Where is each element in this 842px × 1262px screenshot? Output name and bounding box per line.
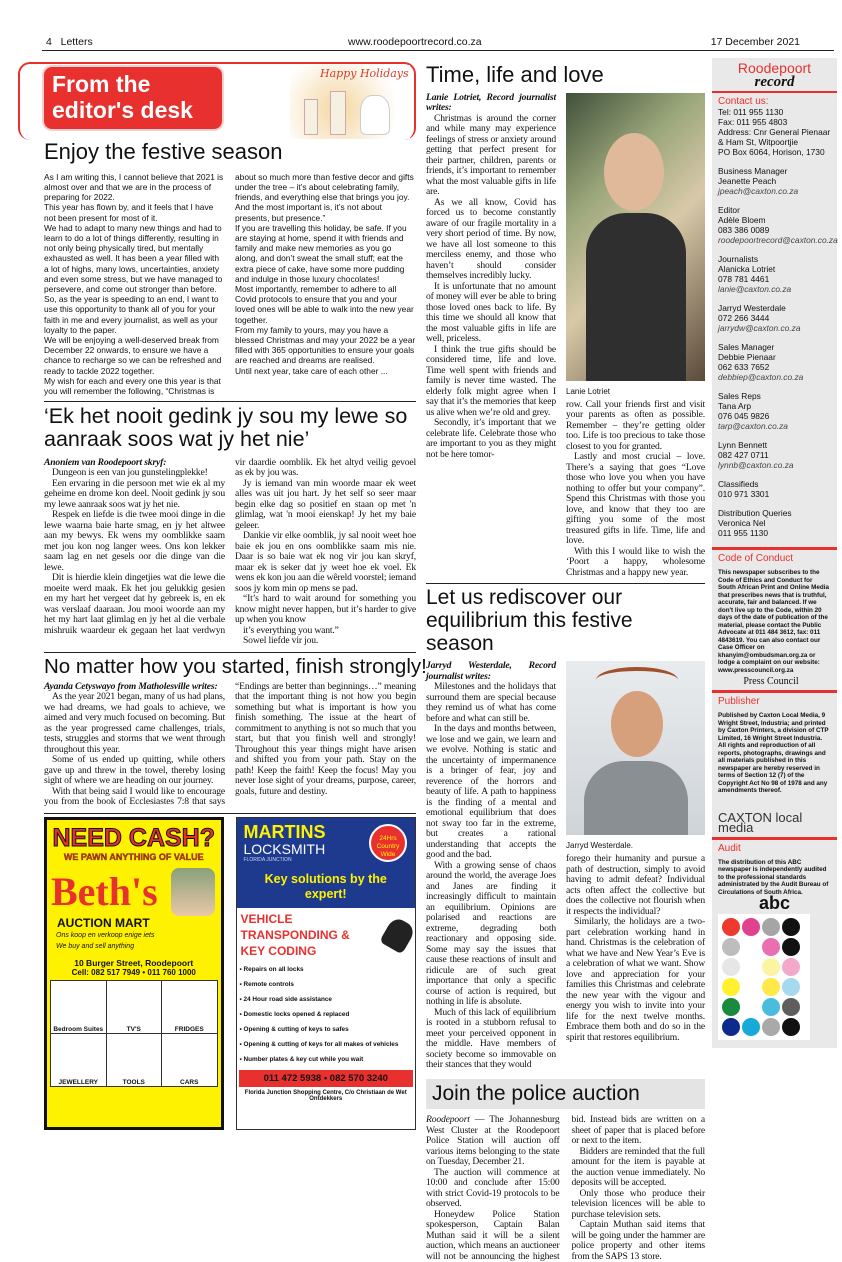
staff-name: Debbie Pienaar	[718, 352, 776, 362]
list-item: ▪ Domestic locks opened & replaced	[239, 1010, 350, 1018]
color-swatch	[762, 918, 780, 936]
caxton-logo: CAXTON local media	[718, 809, 803, 835]
car-key-icon	[379, 915, 417, 954]
ad-service: VEHICLE TRANSPONDING & KEY CODING	[240, 911, 350, 958]
paragraph: forego their humanity and pursue a path of destruction, simply to avoid having to admit defeat? Individual acts often affect the collective but does the collective not flourish when it respects the individual?	[566, 853, 705, 917]
paragraph: The auction will commence at 10:00 and conclude after 15:00 with strict Covid-19 protocols to be observed.	[426, 1166, 560, 1210]
auction-lead: — The Johannesburg West Cluster at the Roodepoort Police Station will auction off various items belonging to the state on Tuesday, December 21.	[426, 1114, 560, 1168]
martins-locksmith-ad[interactable]	[236, 817, 417, 1130]
paper-logo-sub: record	[754, 74, 795, 90]
staff-email[interactable]: lynnb@caxton.co.za	[718, 460, 794, 470]
ad-phones: 011 472 5938 • 082 570 3240	[239, 1070, 414, 1087]
staff-name: Alanicka Lotriet	[718, 264, 776, 274]
photo-caption: Jarryd Westerdale.	[566, 841, 633, 851]
byline: Anoniem van Roodepoort skryf:	[44, 456, 167, 468]
finish-paragraphs	[44, 682, 416, 808]
color-swatch	[782, 998, 800, 1016]
ad-category: CARS	[162, 1034, 217, 1086]
ad-name: LOCKSMITH	[243, 840, 326, 857]
staff-role: Classifieds	[718, 479, 759, 489]
color-swatch	[782, 938, 800, 956]
paragraph: Only those who produce their television licences will be able to purchase television sets.	[571, 1187, 705, 1220]
list-item: PO Box 6064, Horison, 1730	[718, 147, 825, 157]
ad-name: MARTINS	[243, 821, 326, 842]
paragraph: Bidders are reminded that the full amount for the item is payable at the auction venue immediately. No deposits will be accepted.	[571, 1145, 705, 1189]
ad-headline: NEED CASH?	[52, 823, 215, 852]
color-swatch	[722, 978, 740, 996]
snowman-icon	[360, 95, 390, 135]
list-item: ▪ Repairs on all locks	[239, 965, 304, 973]
staff-role: Sales Manager	[718, 342, 775, 352]
time-article-left	[426, 93, 556, 461]
publisher-title: Publisher	[718, 696, 760, 707]
color-swatch	[762, 958, 780, 976]
swatch-gap	[742, 958, 760, 976]
staff-email[interactable]: lanie@caxton.co.za	[718, 284, 792, 294]
color-swatch	[762, 978, 780, 996]
paragraph: row. Call your friends first and visit your parents as often as possible. Remember – they’re getting older too. Life is too precious to take those closest to you for granted.	[566, 398, 705, 452]
ad-top-panel	[237, 818, 416, 908]
section-name: Letters	[60, 36, 93, 48]
paragraph: My wish for each and every one this year is that you will remember the following, “Christmas is about so much more than festive decor and gifts under the tree – it’s about celebrating family, friends, and everything else that brings you joy. And the most important is, it’s not about presents, but presence.”	[44, 171, 414, 397]
staff-email[interactable]: tarp@caxton.co.za	[718, 421, 788, 431]
staff-email[interactable]: roodepoortrecord@caxton.co.za	[718, 235, 838, 245]
staff-phone: 078 781 4461	[718, 274, 770, 284]
staff-name: Tana Arp	[718, 401, 752, 411]
paragraph: With that being said I would like to encourage you from the book of Ecclesiastes 7:8 that says “Endings are better than beginnings…” meaning that the important thing is not how you begin something but what is important is how you finish something. The issue at the heart of commitment to anything is not so much that you start, but that you finish well and strongly! Throughout this year things might have arisen and shifted you from your path. Stay on the path! Keep the faith! Keep the focus! May you never lose sight of your dreams, purpose, career, goals, future and destiny.	[44, 680, 416, 808]
paper-logo: Roodepoort	[737, 60, 812, 76]
color-swatch	[722, 938, 740, 956]
paragraph: it’s everything you want.”	[243, 624, 339, 636]
equilibrium-headline: Let us rediscover our equilibrium this festive season	[426, 586, 633, 655]
reindeer-antlers-icon	[596, 667, 678, 693]
paragraph: I think the true gifts should be considered time, life and love. Time well spent with friends and family is never time wasted. The elderly folk might agree when I say that it’s the memories that keep us alive when we’re old and grey.	[426, 343, 556, 418]
staff-phone: 082 427 0711	[718, 450, 769, 460]
press-council-logo: Press Council	[743, 676, 799, 687]
time-paragraphs	[426, 114, 556, 461]
paragraph: “It’s hard to wait around for something you know might never happen, but it’s harder to give up when you know	[235, 593, 416, 626]
staff-name: Jarryd Westerdale	[718, 303, 786, 313]
divider	[44, 813, 416, 814]
staff-role: Distribution Queries	[718, 508, 792, 518]
ad-tagline: Ons koop en verkoop enige iets	[56, 931, 155, 939]
staff-email[interactable]: jpeach@caxton.co.za	[718, 186, 799, 196]
staff-email[interactable]: debbiep@caxton.co.za	[718, 372, 804, 382]
color-swatch	[722, 1018, 740, 1036]
audit-text: The distribution of this ABC newspaper is independently audited to the professional standards administrated by the Audit Bureau of Circulations of South Africa.	[718, 858, 829, 896]
paragraph: We had to adapt to many new things and had to learn to do a lot of things differently, resulting in not only being physically tired, but mentally exhausted as well. It has been a year filled with a lot of highs, many lows, uncertainties, anxiety and even some stress, but we have managed to persevere, and come out stronger than before.	[44, 222, 223, 294]
color-swatch	[742, 1018, 760, 1036]
ad-slogan: Key solutions by the expert!	[264, 871, 387, 901]
list-item: Tel: 011 955 1130	[718, 107, 784, 117]
ad-tagline: We buy and sell anything	[56, 942, 135, 950]
paragraph: Een ervaring in die persoon met wie ek al my geheime en drome kon deel. Nooit gedink jy sou my lewe aanraak soos wat jy het nie.	[44, 477, 225, 510]
paragraph: In the days and months between, we lose and we gain, we learn and we evolve. Nothing is static and the uncertainty of impermanence is a bringer of fear, joy and reverence of the horrors and beauty of life. A path to happiness is the finding of a mental and emotional equilibrium that does not sway too far in the extreme, but creates a rational understanding that accepts the good and the bad.	[426, 723, 556, 861]
editor-headline: Enjoy the festive season	[44, 139, 283, 164]
portrait-body	[584, 761, 688, 835]
ad-category: JEWELLERY	[51, 1034, 106, 1086]
staff-phone: 010 971 3301	[718, 489, 770, 499]
dateline: Roodepoort	[426, 1114, 470, 1126]
time-headline: Time, life and love	[426, 62, 604, 87]
paragraph: Secondly, it’s important that we celebrate life. Celebrate those who are important to you as they might not be here tomor-	[426, 417, 556, 460]
auction-headline: Join the police auction	[432, 1081, 640, 1105]
staff-phone: 011 955 1130	[718, 528, 768, 538]
byline: Lanie Lotriet, Record journalist writes:	[426, 91, 556, 114]
paragraph: Much of this lack of equilibrium is rooted in a stubborn refusal to meet your perceived opponent in the middle. Have members of society become so immovable on their stances that they would	[426, 1006, 556, 1071]
paragraph: We will be enjoying a well-deserved break from December 22 onwards, to ensure we have a chance to recharge so we can be refreshed and ready to tackle 2022 together.	[44, 335, 222, 376]
staff-list	[718, 166, 838, 538]
publisher-text: Published by Caxton Local Media, 9 Wright Street, Industria; and printed by Caxton Printers, a division of CTP Limited, 16 Wright Street Industria. All rights and reproduction of all reports, photographs, drawings and all materials published in this newspaper are hereby reserved in terms of Section 12 (7) of the Copyright Act No 98 of 1978 and any amendments thereof.	[718, 712, 829, 794]
photo-caption: Lanie Lotriet	[566, 386, 611, 396]
holiday-illustration	[290, 65, 410, 139]
paragraph: Respek en liefde is die twee mooi dinge in die lewe waarna baie harte smag, en jy het altwee aan my bewys. Ek wens my oomblikke saam met jou kon nog langer wees. Ons kon lekker saam lag en net gesels oor die dinge van die lewe.	[44, 509, 225, 573]
color-swatch	[782, 1018, 800, 1036]
editor-article-body	[44, 172, 416, 396]
ad-address: Florida Junction Shopping Centre, C/o Christiaan de Wet Ontdekkers	[244, 1089, 407, 1102]
conduct-text: This newspaper subscribes to the Code of Ethics and Conduct for South African Print and Online Media that prescribes news that is truthful, accurate, fair and balanced. If we don't live up to the Code, within 20 days of the date of publication of the material, please contact the Public Advocate at 011 484 3612, fax: 011 4843619. You can also contact our Case Officer on khanyim@ombudsman.org.za or lodge a complaint on our website: www.presscouncil.org.za	[718, 569, 830, 674]
afrikaans-paragraphs	[44, 458, 416, 647]
paragraph: If you are travelling this holiday, be safe. If you are staying at home, spend it with friends and family and make new memories as you go along, and don’t sweat the small stuff; eat the extra piece of cake, have some more pudding and indulge in those luxury chocolates!	[235, 222, 407, 284]
staff-role: Editor	[718, 205, 740, 215]
paragraph: From my family to yours, may you have a blessed Christmas and may your 2022 be a year filled with 365 opportunities to ensure your goals are reached and dreams are realised.	[235, 324, 416, 366]
paragraph: As I am writing this, I cannot believe that 2021 is almost over and that we are in the process of preparing for 2022.	[44, 171, 224, 203]
beths-auction-mart-ad[interactable]	[44, 817, 224, 1130]
holiday-art-text: Happy Holidays	[320, 67, 409, 80]
paragraph: Christmas is around the corner and while many may experience feelings of stress or anxiety around getting that perfect present for their partner, children, parents or friends, it’s important to remember what the most valuable gifts in life are.	[426, 112, 556, 198]
staff-contact	[718, 342, 831, 382]
candle-icon	[304, 99, 318, 135]
color-swatch	[782, 918, 800, 936]
staff-phone: 083 386 0089	[718, 225, 770, 235]
portrait-face	[604, 133, 664, 211]
paragraph: Jy is iemand van min woorde maar ek weet alles was uit jou hart. Jy het self so seer maar begin elke dag so positief en staan op met 'n glimlag, wat 'n mooi eienskap! Jy het my baie geleer.	[235, 477, 416, 531]
staff-name: Veronica Nel	[718, 518, 766, 528]
paragraph: Most importantly, remember to adhere to all Covid protocols to ensure that you and your loved ones will be able to walk into the new year together.	[235, 283, 414, 325]
ad-category-grid	[50, 980, 218, 1087]
equilibrium-article-right	[566, 854, 705, 1043]
list-item: ▪ Opening & cutting of keys to safes	[239, 1025, 349, 1033]
paragraph: Captain Muthan said items that will be going under the hammer are police property and other items from the SAPS 13 store.	[571, 1219, 705, 1262]
page-number: 4 Letters	[46, 36, 93, 48]
audit-title: Audit	[718, 842, 741, 854]
staff-contact	[718, 440, 831, 470]
time-article-right	[566, 400, 705, 579]
site-url[interactable]: www.roodepoortrecord.co.za	[348, 36, 482, 48]
list-item: ▪ Remote controls	[239, 980, 294, 988]
paragraph: Honeydew Police Station spokesperson, Captain Balan Muthan said it will be a silent auction, which means an auctioneer will not be announcing the highest bid. Instead bids are written on a sheet of paper that is placed before or next to the item.	[426, 1114, 705, 1262]
left-column	[18, 62, 427, 1130]
abc-logo: abc	[758, 893, 791, 913]
candle-icon	[330, 91, 346, 135]
ad-brand-sub: AUCTION MART	[57, 915, 150, 930]
ad-address: 10 Burger Street, Roodepoort	[74, 957, 194, 968]
paragraph: Dungeon is een van jou gunstelingplekke!	[52, 467, 208, 479]
ad-badge: 24Hrs Country Wide	[369, 824, 407, 862]
middle-column	[426, 63, 705, 1262]
color-swatch	[762, 938, 780, 956]
ad-subheadline: WE PAWN ANYTHING OF VALUE	[63, 851, 204, 862]
color-swatch	[722, 958, 740, 976]
masthead-sidebar	[712, 58, 837, 1048]
swatch-gap	[742, 978, 760, 996]
list-item: ▪ Opening & cutting of keys for all makes of vehicles	[239, 1040, 399, 1048]
list-item: Address: Cnr General Pienaar & Ham St, Witpoortjie	[718, 127, 831, 147]
staff-contact	[718, 205, 838, 245]
equilibrium-paragraphs	[426, 682, 556, 1071]
paragraph: Lastly and most crucial – love. There’s a saying that goes “Love those who love you when you have nothing to offer but your company”. Spend this Christmas with those you love, and know that they too are gifting you some of the most treasured gifts in life. Time, life and love.	[566, 451, 705, 547]
staff-role: Sales Reps	[718, 391, 761, 401]
ad-services-list	[237, 962, 416, 1067]
issue-date: 17 December 2021	[710, 36, 800, 48]
contact-details	[718, 107, 831, 157]
auction-header-panel	[426, 1079, 705, 1110]
staff-contact	[718, 166, 831, 196]
finish-headline: No matter how you started, finish strongly!	[44, 654, 427, 678]
equilibrium-article-left	[426, 661, 556, 1071]
staff-contact	[718, 391, 831, 431]
staff-contact	[718, 254, 831, 294]
staff-contact	[718, 479, 831, 499]
afrikaans-article-body	[44, 458, 416, 647]
color-swatch	[782, 978, 800, 996]
byline: Jarryd Westerdale, Record journalist writes:	[426, 660, 556, 682]
byline: Ayanda Cetyswayo from Matholesville writes:	[44, 680, 218, 692]
staff-role: Business Manager	[718, 166, 788, 176]
staff-contact	[718, 303, 831, 333]
staff-phone: 076 045 9826	[718, 411, 770, 421]
paragraph: It is unfortunate that no amount of money will ever be able to bring those loved ones back to life. By this time we should all know that the most valuable gifts in life are well, priceless.	[426, 280, 556, 345]
paragraph: Sowel liefde vir jou.	[243, 635, 319, 647]
staff-contact	[718, 508, 831, 538]
paragraph: So, as the year is speeding to an end, I want to use this opportunity to thank all of you for your faith in me and every journalist, as well as your loyalty to the paper.	[44, 294, 219, 335]
color-swatch	[742, 918, 760, 936]
ad-category: FRIDGES	[162, 981, 217, 1033]
divider	[44, 401, 416, 402]
ad-category: Bedroom Suites	[51, 981, 106, 1033]
paragraph: This year has flown by, and it feels that I have not been present for most of it.	[44, 202, 214, 223]
paragraph: With a growing sense of chaos around the world, the average Joes and Janes are finding it increasingly difficult to maintain an equilibrium. Opinions are polarised and reactions are extreme, degrading both reactionary and opposing side. Some may say the issues that cause these reactions of insult and ridicule are of such great importance that only a specific course of action is required, but nothing in life is absolute.	[426, 859, 556, 1008]
portrait-body	[586, 213, 686, 381]
color-swatch	[722, 998, 740, 1016]
staff-phone: 062 633 7652	[718, 362, 770, 372]
paragraph: As we all know, Covid has forced us to become constantly aware of our fragile mortality in a very short period of time. By now, we have all lost someone to this merciless enemy, and those who haven’t should consider themselves incredibly lucky.	[426, 196, 556, 282]
cash-hand-image	[171, 868, 215, 916]
auction-article-body	[426, 1115, 705, 1262]
paragraph: With this I would like to wish the ‘Poort a happy, wholesome Christmas and a happy new year.	[566, 545, 705, 578]
header-rule	[42, 50, 834, 51]
conduct-title: Code of Conduct	[718, 553, 794, 564]
staff-name: Lynn Bennett	[718, 440, 768, 450]
staff-phone: 072 266 3444	[718, 313, 770, 323]
ad-location: FLORIDA JUNCTION	[243, 856, 292, 863]
ad-phone: Cell: 082 517 7949 • 011 760 1000	[71, 967, 196, 977]
paragraph: Dankie vir elke oomblik, jy sal nooit weet hoe baie ek jou en ons oomblikke saam mis nie. Daar is so baie wat ek nog vir jou kan skryf, maar ek is seker dat jy weet hoe ek voel. Ek wens ek kon jou aan die wêreld voorstel; iemand soos jy kom min op mens se pad.	[235, 530, 416, 594]
paragraph: Milestones and the holidays that surround them are special because they remind us of what has come before and what can still be.	[426, 681, 556, 724]
editor-banner: From the editor's desk	[44, 67, 222, 129]
contact-title: Contact us:	[718, 96, 769, 107]
paragraph: Dit is hierdie klein dingetjies wat die lewe die moeite werd maak. Ek het jou gelukkig gesien en my hart het vergeet dat hy gebreek is, en ek was verslaaf daaraan. Jou mooi woorde aan my het my hart laat glimlag en jy het al die verbale mishruik waardeur ek gegaan het laat verdwyn vir daardie oomblik. Ek het altyd veilig gevoel as ek by jou was.	[44, 456, 416, 636]
color-swatch	[722, 918, 740, 936]
afrikaans-headline: ‘Ek het nooit gedink jy sou my lewe so aanraak soos wat jy het nie’	[44, 404, 408, 452]
ads-row	[44, 817, 416, 1130]
portrait-face	[611, 691, 663, 757]
staff-name: Adèle Bloem	[718, 215, 766, 225]
paragraph: Until next year, take care of each other ...	[235, 365, 388, 376]
lanie-lotriet-photo	[566, 93, 705, 381]
color-swatch	[762, 998, 780, 1016]
list-item: Fax: 011 955 4803	[718, 117, 788, 127]
staff-email[interactable]: jarrydw@caxton.co.za	[718, 323, 801, 333]
list-item: ▪ Number plates & key cut while you wait	[239, 1055, 364, 1063]
staff-role: Journalists	[718, 254, 759, 264]
paragraph: Some of us ended up quitting, while others gave up and threw in the towel, thereby losing sight of where we are heading on our journey.	[44, 754, 225, 787]
ad-category: TV'S	[107, 981, 162, 1033]
staff-name: Jeanette Peach	[718, 176, 777, 186]
list-item: ▪ 24 Hour road side assistance	[239, 995, 332, 1003]
divider	[426, 583, 705, 584]
ad-brand: Beth's	[51, 868, 158, 914]
editor-banner-frame	[18, 62, 416, 140]
jarryd-westerdale-photo	[566, 661, 705, 835]
color-swatch	[762, 1018, 780, 1036]
swatch-gap	[742, 938, 760, 956]
color-registration-swatches	[718, 914, 810, 1040]
ad-category: TOOLS	[107, 1034, 162, 1086]
finish-article-body	[44, 682, 416, 808]
color-swatch	[782, 958, 800, 976]
paragraph: Similarly, the holidays are a two-part celebration working hand in hand. Christmas is the celebration of what we have and New Year’s Eve is a celebration of what we want. Show love and appreciation for your families this Christmas and celebrate the new year with the vigour and energy you wish to invite into your life for the next twelve months. Embrace them both and do so in the spirit that restores equilibrium.	[566, 916, 705, 1043]
divider	[44, 652, 416, 653]
swatch-gap	[742, 998, 760, 1016]
paragraph: As the year 2021 began, many of us had plans, we had dreams, we had goals to achieve, we aimed and very much focused on becoming. But as the year progressed came challenges, trials, tests, struggles and storms that we went through throughout this year.	[44, 691, 225, 755]
